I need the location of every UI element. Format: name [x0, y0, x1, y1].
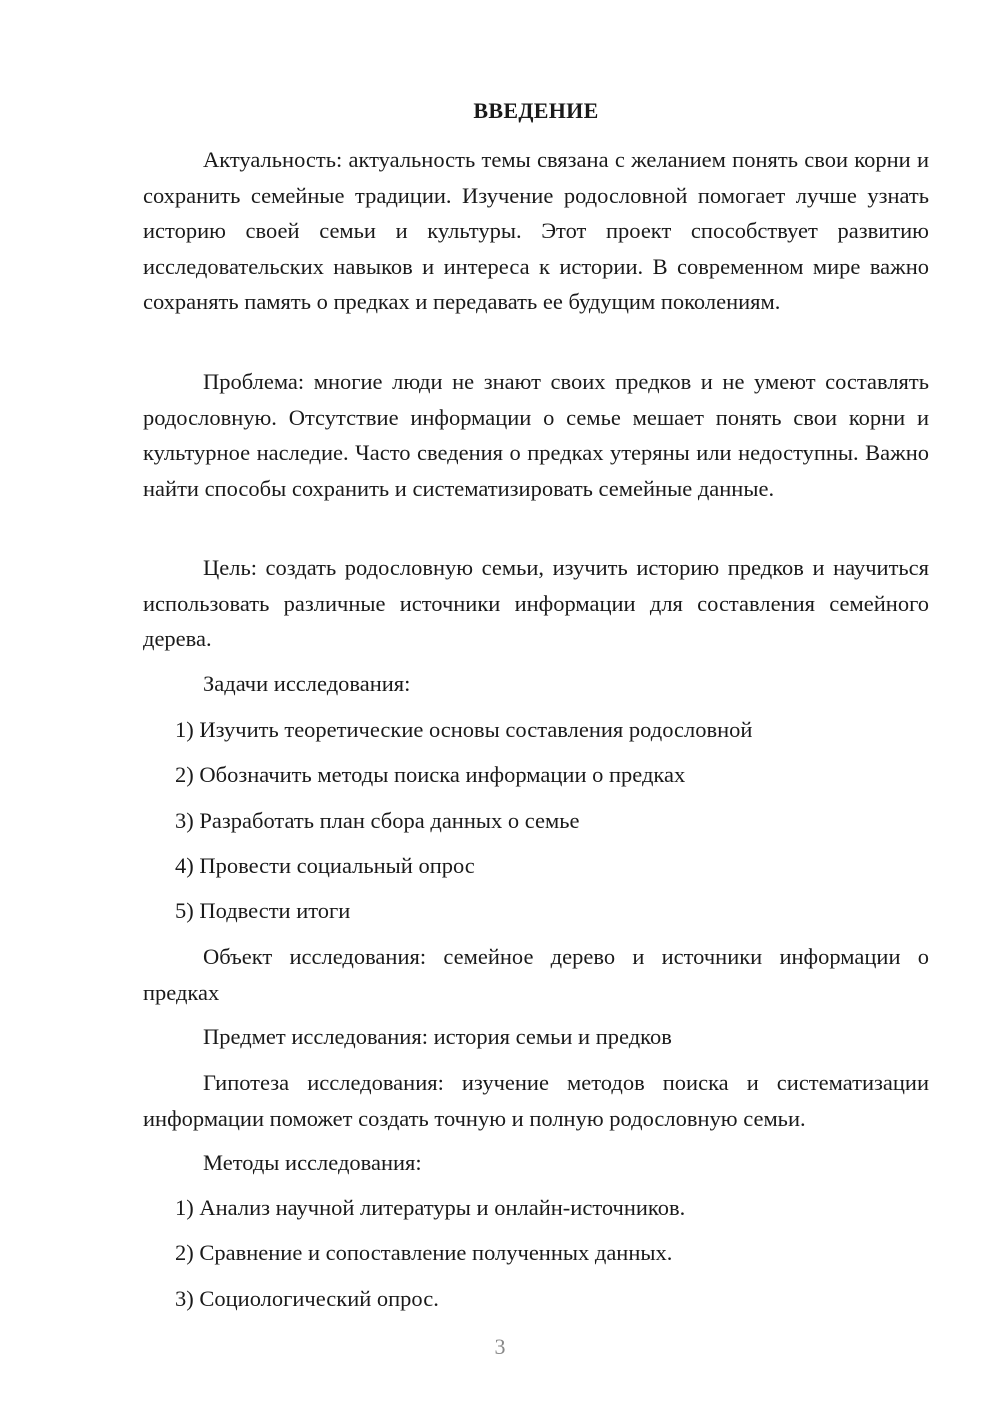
page-number: 3	[494, 1334, 506, 1359]
relevance-paragraph: Актуальность: актуальность темы связана с желанием понять свои корни и сохранить семейные традиции. Изучение родословной помогает лучше узнать историю своей семьи и культуры. Этот проект способствует развитию исследовательских навыков и интереса к истории. В современном мире важно сохранять память о предках и передавать ее будущим поколениям.	[143, 147, 929, 314]
method-item: 3) Социологический опрос.	[175, 1286, 439, 1311]
problem-paragraph: Проблема: многие люди не знают своих предков и не умеют составлять родословную. Отсутствие информации о семье мешает понять свои корни и культурное наследие. Часто сведения о предках утеряны или недоступны. Важно найти способы сохранить и систематизировать семейные данные.	[143, 369, 929, 501]
method-item: 1) Анализ научной литературы и онлайн-источников.	[175, 1195, 686, 1220]
task-item: 1) Изучить теоретические основы составления родословной	[175, 717, 753, 742]
object-paragraph: Объект исследования: семейное дерево и источники информации о предках	[143, 944, 929, 1005]
task-item: 3) Разработать план сбора данных о семье	[175, 808, 580, 833]
method-item: 2) Сравнение и сопоставление полученных данных.	[175, 1240, 673, 1265]
subject-paragraph: Предмет исследования: история семьи и предков	[203, 1024, 672, 1049]
goal-paragraph: Цель: создать родословную семьи, изучить историю предков и научиться использовать различные источники информации для составления семейного дерева.	[143, 555, 929, 651]
methods-heading: Методы исследования:	[203, 1150, 422, 1175]
task-item: 2) Обозначить методы поиска информации о предках	[175, 762, 686, 787]
task-item: 4) Провести социальный опрос	[175, 853, 475, 878]
task-item: 5) Подвести итоги	[175, 898, 351, 923]
section-title: ВВЕДЕНИЕ	[473, 98, 599, 123]
tasks-heading: Задачи исследования:	[203, 671, 411, 696]
hypothesis-paragraph: Гипотеза исследования: изучение методов поиска и систематизации информации поможет создать точную и полную родословную семьи.	[143, 1070, 929, 1131]
